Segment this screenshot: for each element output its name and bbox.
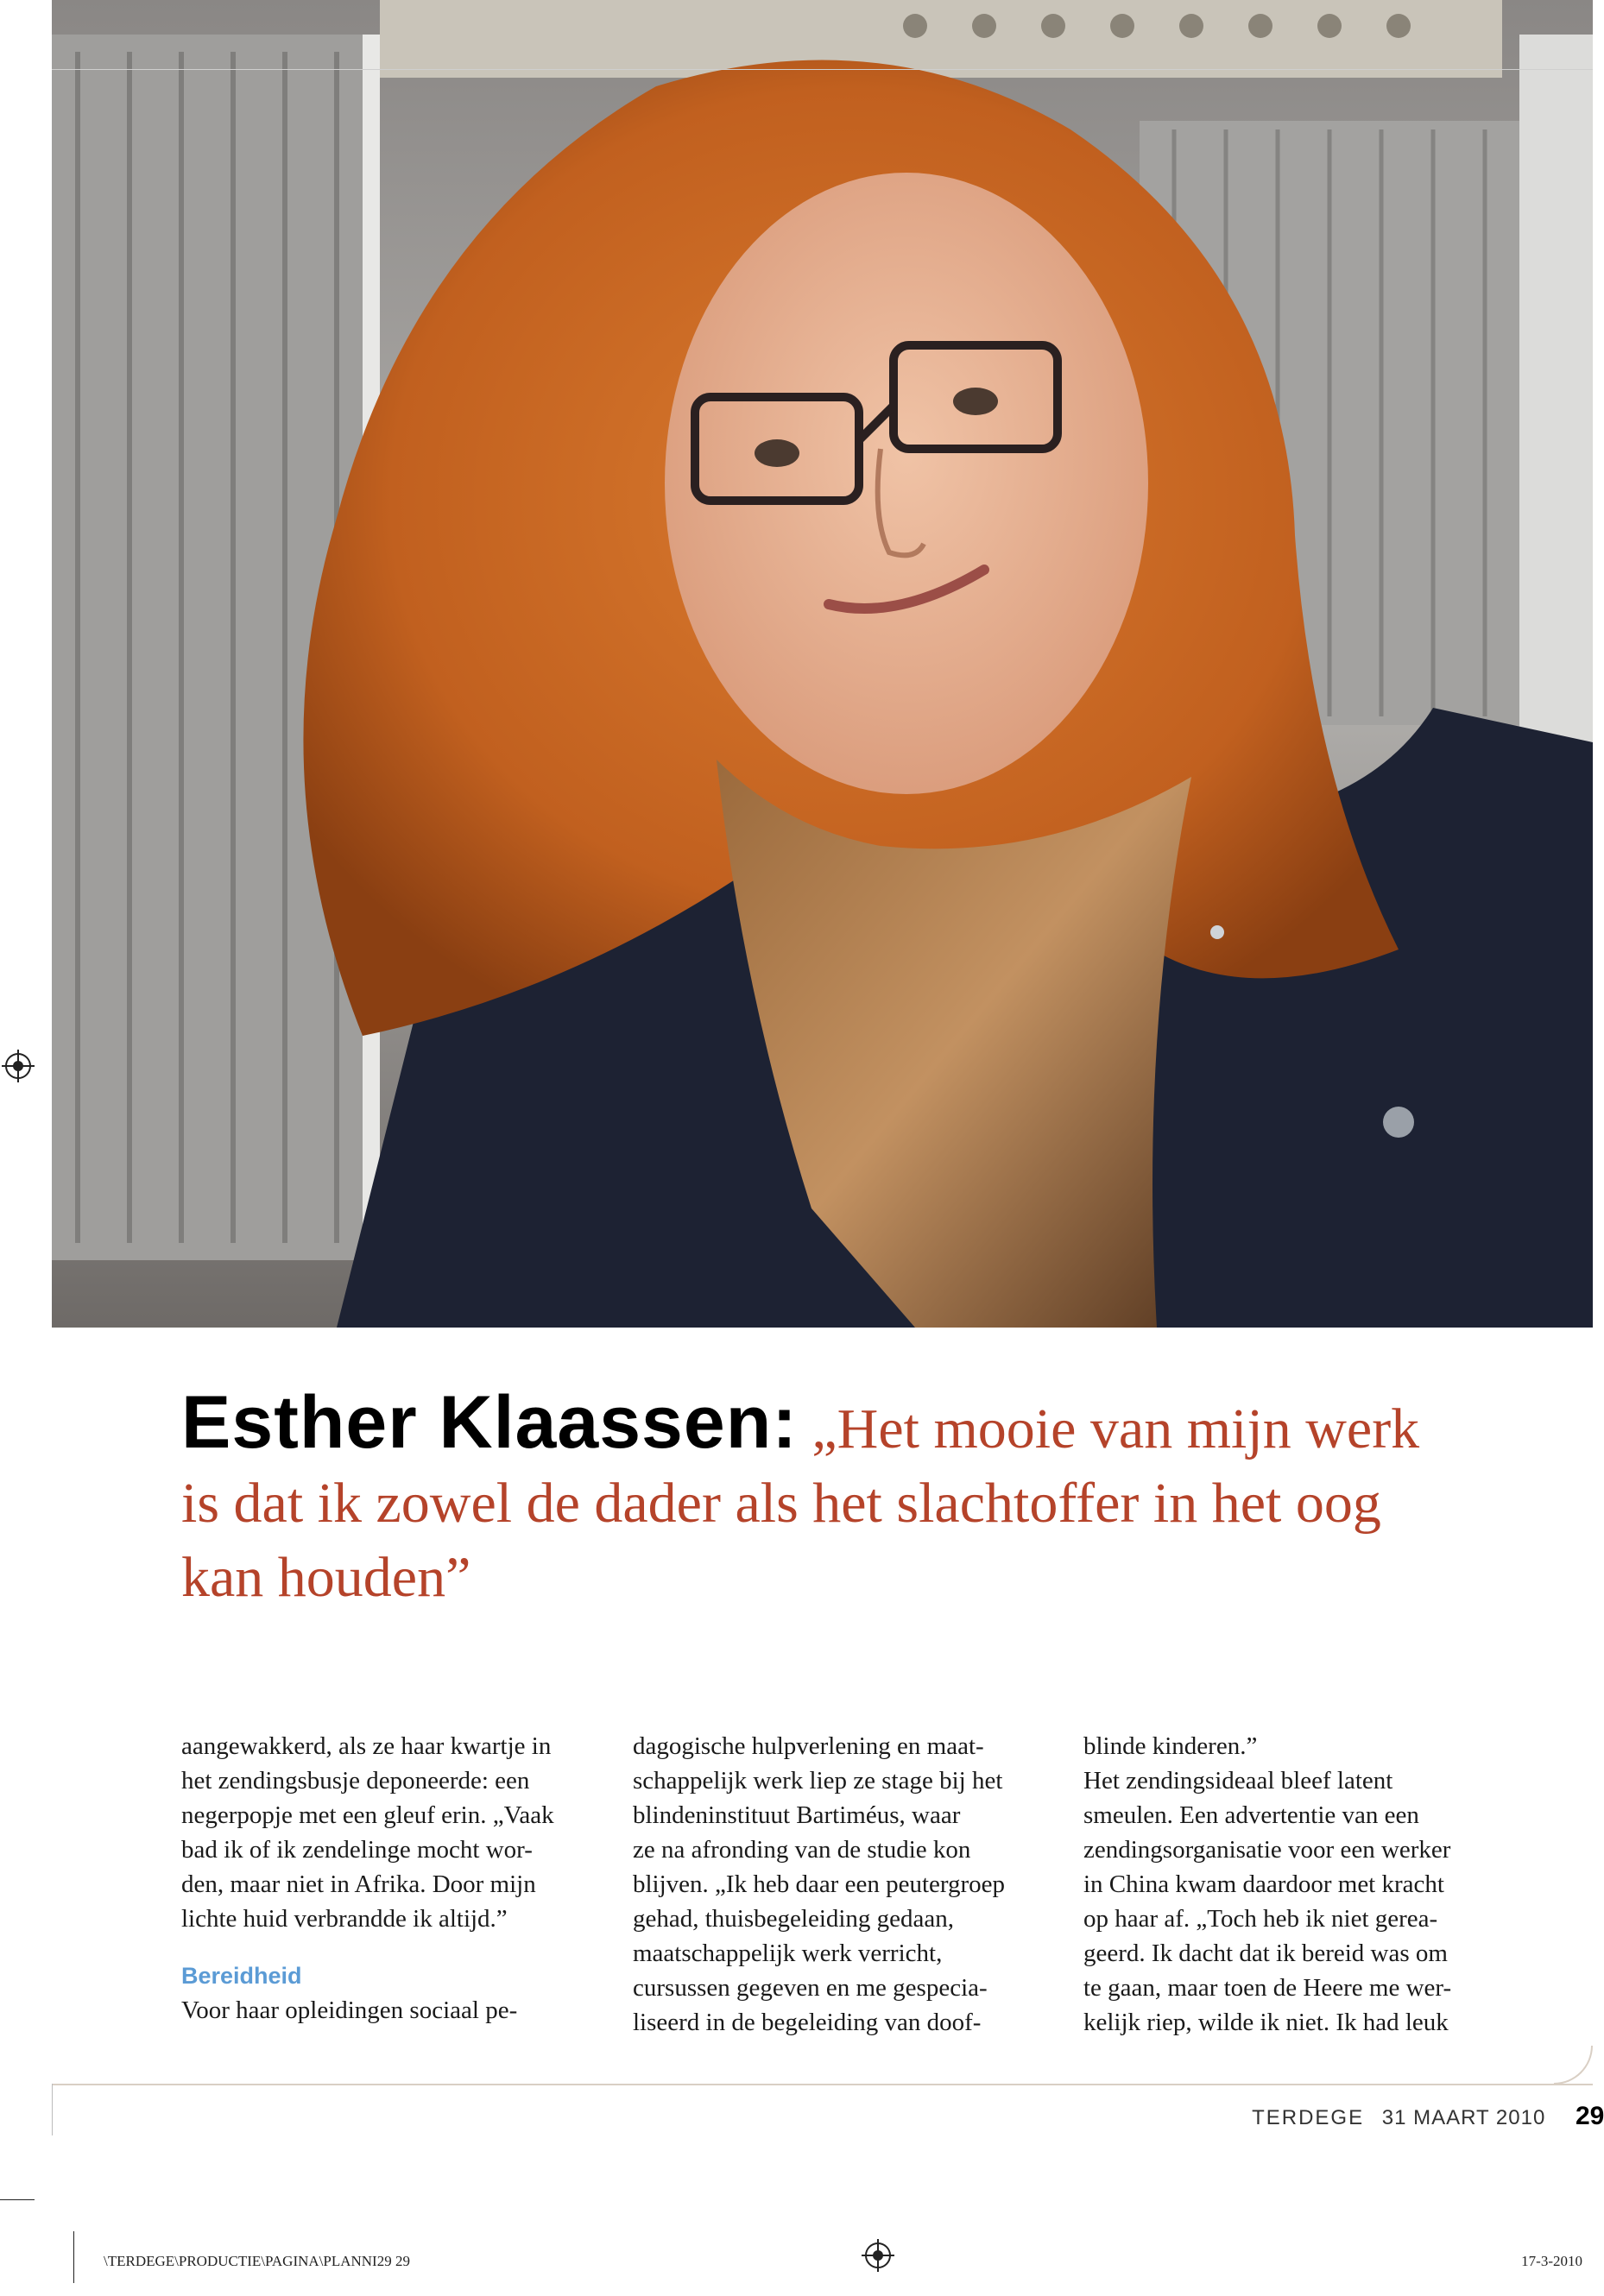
column-3	[1083, 1729, 1498, 2040]
column-2-text: dagogische hulpverlening en maat- schappelijk werk liep ze stage bij het blindeninstituut Bartiméus, waar ze na afronding van de studie kon blijven. „Ik heb daar een peutergroep gehad, thuisbegeleiding gedaan, maatschappelijk werk verricht, cursussen gegeven en me gespecia- liseerd in de begeleiding van doof-	[633, 1732, 1006, 2036]
slug-file-path: \TERDEGE\PRODUCTIE\PAGINA\PLANNI29 29	[104, 2253, 410, 2269]
folio-magazine: TERDEGE	[1252, 2106, 1365, 2129]
article-body	[181, 1729, 1502, 2048]
portrait-photo	[52, 0, 1593, 1328]
column-2	[633, 1729, 1047, 2040]
folio-date: 31 MAART 2010	[1381, 2106, 1546, 2129]
column-1-continued: Voor haar opleidingen sociaal pe-	[181, 1996, 518, 2024]
slug-date: 17-3-2010	[1521, 2253, 1582, 2269]
folio-page-number: 29	[1576, 2102, 1604, 2130]
crop-mark	[73, 2231, 74, 2283]
registration-mark-icon	[5, 1053, 31, 1079]
page-left-rule	[52, 2084, 53, 2135]
article-headline	[181, 1381, 1468, 1615]
subheading: Bereidheid	[181, 1963, 302, 1989]
registration-mark-icon	[865, 2242, 891, 2268]
portrait-illustration	[52, 0, 1593, 1328]
page-folio	[1252, 2102, 1604, 2136]
page-bottom-rule	[52, 2084, 1593, 2085]
headline-quote: „Het mooie van mijn werk is dat ik zowel de dader als het slachtoffer in het oog kan houden”	[181, 1397, 1420, 1609]
column-1-text: aangewakkerd, als ze haar kwartje in het zendingsbusje deponeerde: een negerpopje met een gleuf erin. „Vaak bad ik of ik zendelinge mocht wor- den, maar niet in Afrika. Door mijn lichte huid verbrandde ik altijd.”	[181, 1732, 554, 1933]
headline-name: Esther Klaassen:	[181, 1381, 798, 1464]
column-1	[181, 1729, 596, 2028]
crop-mark	[0, 2199, 35, 2200]
page-corner-rule	[1554, 2046, 1593, 2085]
column-3-text: blinde kinderen.” Het zendingsideaal bleef latent smeulen. Een advertentie van een zendingsorganisatie voor een werker in China kwam daardoor met kracht op haar af. „Toch heb ik niet gerea- geerd. Ik dacht dat ik bereid was om te gaan, maar toen de Heere me wer- kelijk riep, wilde ik niet. Ik had leuk	[1083, 1732, 1452, 2036]
photo-frame-line	[52, 69, 1593, 70]
